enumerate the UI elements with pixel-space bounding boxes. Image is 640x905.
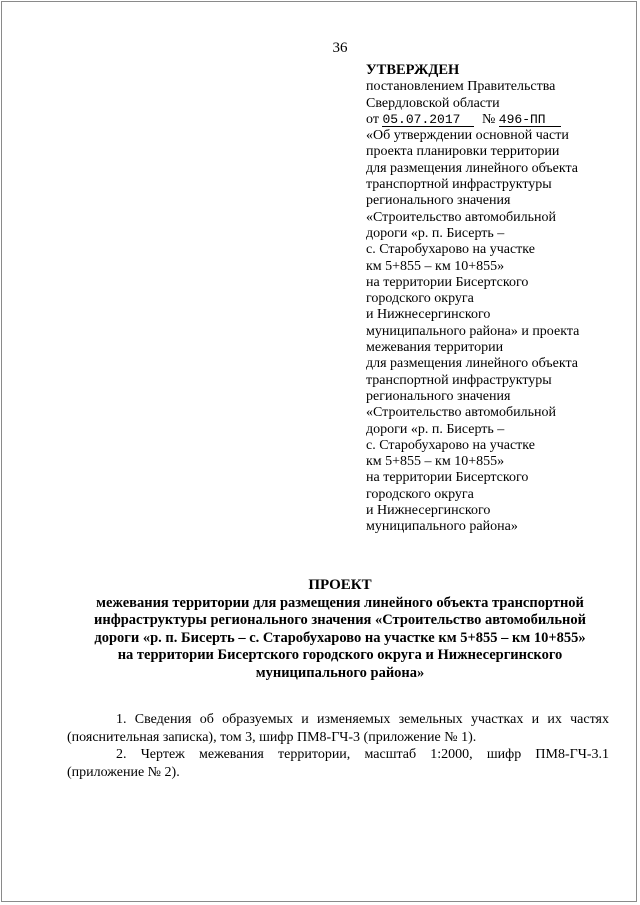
approval-line: Свердловской области bbox=[366, 95, 500, 111]
approval-line: с. Старобухарово на участке bbox=[366, 242, 535, 258]
list-item: 2. Чертеж межевания территории, масштаб 1:2000, шифр ПМ8-ГЧ-3.1 (приложение № 2). bbox=[67, 747, 609, 780]
approval-date-line bbox=[366, 112, 626, 128]
list-item: 1. Сведения об образуемых и изменяемых земельных участках и их частях (пояснительная записка), том 3, шифр ПМ8-ГЧ-3 (приложение № 1). bbox=[67, 712, 609, 745]
approval-line: межевания территории bbox=[366, 340, 504, 356]
approval-line: муниципального района» bbox=[366, 519, 518, 535]
approval-line: проекта планировки территории bbox=[366, 144, 560, 160]
date-value: 05.07.2017 bbox=[382, 113, 474, 127]
title-line: межевания территории для размещения линейного объекта транспортной bbox=[96, 594, 584, 611]
number-value: 496-ПП bbox=[499, 113, 561, 127]
approval-line: регионального значения bbox=[366, 388, 511, 404]
title-line: дороги «р. п. Бисерть – с. Старобухарово на участке км 5+855 – км 10+855» bbox=[94, 629, 586, 646]
approval-line: км 5+855 – км 10+855» bbox=[366, 454, 505, 470]
approval-line: постановлением Правительства bbox=[366, 79, 556, 95]
approval-line: «Об утверждении основной части bbox=[366, 128, 569, 144]
approval-line: для размещения линейного объекта bbox=[366, 160, 578, 176]
approval-line: муниципального района» и проекта bbox=[366, 323, 580, 339]
approval-stamp: УТВЕРЖДЕН bbox=[366, 62, 460, 78]
approval-line: и Нижнесергинского bbox=[366, 307, 491, 323]
approval-line: на территории Бисертского bbox=[366, 274, 529, 290]
approval-line: транспортной инфраструктуры bbox=[366, 372, 552, 388]
approval-line: и Нижнесергинского bbox=[366, 503, 491, 519]
approval-line: городского округа bbox=[366, 486, 474, 502]
approval-line: для размещения линейного объекта bbox=[366, 356, 578, 372]
number-prefix: № bbox=[481, 111, 496, 127]
approval-line: регионального значения bbox=[366, 193, 511, 209]
title-line: на территории Бисертского городского округа и Нижнесергинского bbox=[117, 647, 563, 663]
page-number: 36 bbox=[332, 40, 348, 56]
attachments-list bbox=[67, 711, 609, 781]
approval-line: городского округа bbox=[366, 291, 474, 307]
approval-line: дороги «р. п. Бисерть – bbox=[366, 421, 505, 437]
approval-line: «Строительство автомобильной bbox=[366, 209, 556, 225]
approval-line: транспортной инфраструктуры bbox=[366, 177, 552, 193]
approval-line: «Строительство автомобильной bbox=[366, 405, 556, 421]
approval-line: км 5+855 – км 10+855» bbox=[366, 258, 505, 274]
approval-line: на территории Бисертского bbox=[366, 470, 529, 486]
title-heading: ПРОЕКТ bbox=[308, 577, 372, 593]
title-line: муниципального района» bbox=[255, 664, 425, 681]
approval-block bbox=[366, 62, 626, 536]
title-line: инфраструктуры регионального значения «Строительство автомобильной bbox=[94, 612, 586, 628]
date-prefix: от bbox=[366, 111, 379, 127]
approval-line: дороги «р. п. Бисерть – bbox=[366, 225, 505, 241]
approval-line: с. Старобухарово на участке bbox=[366, 437, 535, 453]
document-title bbox=[70, 577, 610, 682]
